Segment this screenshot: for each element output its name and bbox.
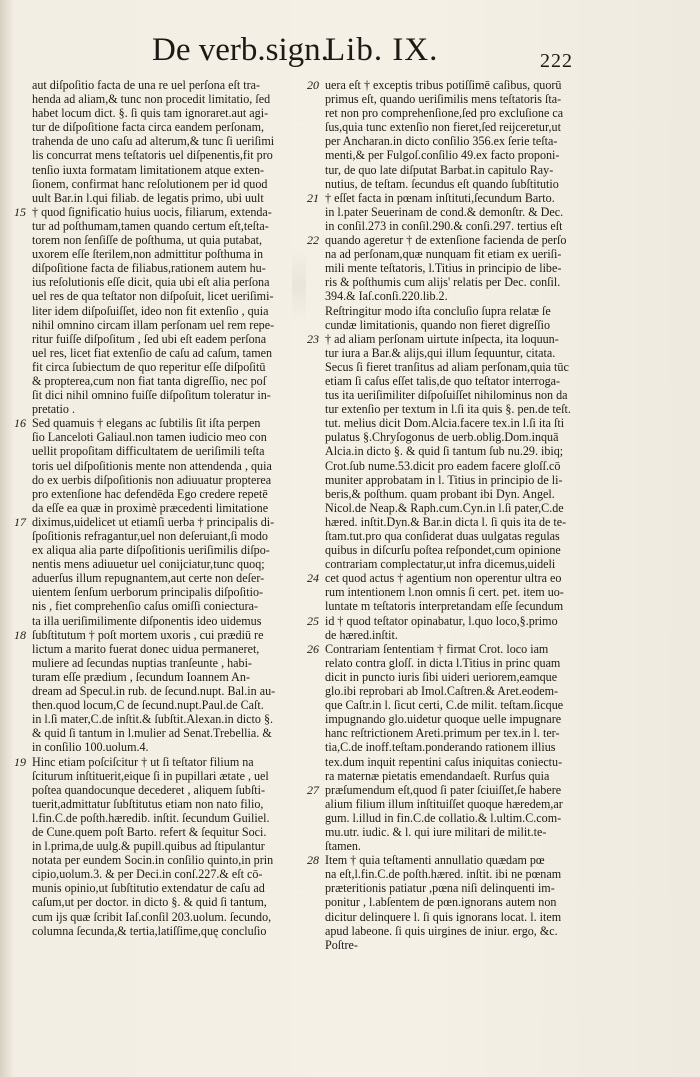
text-line [307,402,607,416]
line-text: lictum a marito fuerat donec uidua permaneret, [32,641,260,656]
line-text: nihil omnino circam illam perſonam uel rem repe- [32,317,275,332]
text-line [14,247,306,261]
line-text: ſubſtitutum † poſt mortem uxoris , cui prædiū re [32,627,264,642]
text-line [14,839,306,853]
line-text: uera eſt † exceptis tribus potiſſimē caſibus, quorū [325,78,562,92]
text-line [307,304,607,318]
line-text: relato contra gloſſ. in dicta l.Titius in princ quam [325,655,561,670]
text-line [307,148,607,162]
line-text: luntate m teſtatoris interpretandam eſſe ſecundum [325,599,564,614]
line-text: in conſil.273 in conſil.290.& conſi.297. tertius eſt [325,218,563,233]
marginal-number: 18 [14,627,26,642]
line-text: tur extenſio per textum in l.ſi ita quis §. pen.de teſt. [325,402,571,417]
marginal-number: 17 [14,514,26,529]
text-line [14,360,306,374]
text-line [14,557,306,571]
line-text: ſit dici nihil omnino fuiſſe diſpoſitum toleratur in- [32,388,271,403]
line-text: Poſtre- [325,937,358,952]
line-text: Sed quamuis † elegans ac ſubtilis ſit iſta perpen [32,416,261,431]
text-line [307,571,607,585]
line-text: diſpoſitione facta de filiabus,rationem autem hu- [32,261,266,276]
text-line [14,656,306,670]
line-text: tur, de quo late diſputat Barbat.in capitulo Ray- [325,162,554,177]
text-line [14,895,306,909]
text-line [307,205,607,219]
text-line [307,134,607,148]
text-line [14,78,306,92]
text-line [14,346,306,360]
line-text: † quod ſignificatio huius uocis, filiarum, extenda- [32,204,272,219]
text-line [14,585,306,599]
text-line [307,670,607,684]
right-column [307,78,607,952]
text-line [14,318,306,332]
text-line [307,924,607,938]
text-line [307,515,607,529]
line-text: dicit in puncto iuris ſibi uideri ueriorem,eamque [325,669,558,684]
line-text: pulatus §.Chryſogonus de uerb.oblig.Dom.inquā [325,430,559,445]
line-text: ſpoſitionis refragantur,uel non deſeruiant,ſi modo [32,529,268,543]
line-text: muniter approbatam in l. Titius in principio de li- [325,472,563,487]
line-text: ſtam.tut.pro qua conſiderat duas uulgatas regulas [325,529,560,543]
line-text: quibus in diſcurſu poſtea reſpondet,cum opinione [325,543,561,558]
text-line [307,895,607,909]
line-text: hæred. inſtit.Dyn.& Bar.in dicta l. ſi quis ita de te- [325,514,567,529]
line-text: beris,& poſthum. quam probant ibi Dyn. Angel. [325,486,555,501]
text-line [14,416,306,430]
line-text: diximus,uidelicet ut etiamſi uerba † principalis di- [32,514,275,529]
text-line [14,304,306,318]
line-text: na ad perſonam,quæ nunquam fit etiam ex ueriſi- [325,247,562,262]
line-text: toris uel diſpoſitionis mente non attendenda , quia [32,458,272,473]
marginal-number: 16 [14,416,26,431]
line-text: dicitur delinquere l. ſi quis ignorans locat. l. item [325,909,562,924]
text-line [307,938,607,952]
line-text: Reſtringitur modo iſta concluſio ſupra relatæ ſe [325,303,551,318]
line-text: cipio,uolum.3. & per Deci.in conſ.227.& eſt cō- [32,867,263,882]
text-line [14,106,306,120]
text-line [14,783,306,797]
text-line [307,783,607,797]
line-text: tur de diſpoſitione facta circa eandem perſonam, [32,120,265,135]
line-text: Item † quia teſtamenti annullatio quædam pœ [325,853,545,868]
line-text: glo.ibi reprobari ab Imol.Caſtren.& Aret.eodem- [325,684,559,699]
text-line [14,402,306,416]
line-text: præſumendum eſt,quod ſi pater ſciuiſſet,ſe habere [325,782,562,797]
line-text: do ex uerbis diſpoſitionis non adiuuatur propterea [32,472,272,487]
line-text: cundæ limitationis, quando non fieret digreſſio [325,317,551,332]
line-text: aduerſus illum repugnantem,aut certe non deſer- [32,571,265,586]
line-text: impugnando glo.uidetur quoque uelle impugnare [325,712,562,727]
line-text: ponitur , l.abſentem de pœn.ignorans autem non [325,895,557,910]
text-line [14,628,306,642]
text-line [14,825,306,839]
line-text: uxorem eſſe ſterilem,non admittitur poſthuma in [32,247,264,262]
line-text: que Caſtr.in l. ſicut certi, C.de milit. teſtam.ſicque [325,698,564,713]
text-line [307,473,607,487]
text-line [14,670,306,684]
line-text: lis concurrat mens teſtatoris uel diſpenentis,fit pro [32,148,273,163]
show-through-stain [292,250,306,320]
line-text: muliere ad ſecundas nuptias tranſeunte , habi- [32,655,252,670]
running-head [0,28,700,78]
line-text: † ad aliam perſonam uirtute inſpecta, ita loquun- [325,331,559,346]
line-text: turam eſſe prædium , ſecundum Ioannem An- [32,669,250,684]
text-line [14,205,306,219]
marginal-number: 20 [307,78,319,92]
text-line [307,261,607,275]
text-line [307,867,607,881]
text-line [14,769,306,783]
line-text: in l.prima,de uulg.& pupill.quibus ad ſtipulantur [32,839,265,854]
marginal-number: 23 [307,331,319,346]
line-text: columna ſecunda,& tertia,latiſſime,quę concluſio [32,923,267,938]
text-line [14,571,306,585]
line-text: uult Bar.in l.qui filiab. de legatis primo, ubi uult [32,190,264,205]
line-text: nis , fiet comprehenſio caſus omiſſi coniectura- [32,599,259,614]
text-line [14,924,306,938]
text-line [14,444,306,458]
text-line [307,853,607,867]
line-text: Nicol.de Neap.& Raph.cum.Cyn.in l.ſi pater,C.de [325,500,564,515]
text-line [14,289,306,303]
text-line [14,177,306,191]
line-text: nentis mens adiuuetur uel conijciatur,tunc quoq; [32,557,265,572]
line-text: ris & poſthumis cum alijs' relatis per Dec. conſil. [325,275,561,290]
line-text: 394.& Iaſ.conſi.220.lib.2. [325,289,448,304]
line-text: primus eſt, quando ueriſimilis mens teſtatoris ſta- [325,92,562,107]
text-line [307,839,607,853]
text-line [307,191,607,205]
line-text: per Ancharan.in dicto conſilio 356.ex ſerie teſta- [325,134,558,149]
marginal-number: 25 [307,613,319,628]
text-line [307,92,607,106]
line-text: hanc reſtrictionem Areti.primum per tex.in l. ter- [325,726,560,741]
text-line [14,867,306,881]
running-title: De verb.sign. [152,32,329,68]
line-text: Crot.ſub nume.53.dicit pro eadem facere gloſſ.cō [325,458,561,473]
line-text: ſionem, confirmat hanc reſolutionem per id quod [32,176,268,191]
text-line [14,388,306,402]
text-line [307,656,607,670]
line-text: alium filium illum inſtituiſſet quoque hæredem,ar [325,796,563,811]
line-text: uel res de qua teſtator non diſpoſuit, licet ueriſimi- [32,289,274,304]
text-line [14,501,306,515]
line-text: liter idem diſpoſuiſſet, ideo non fit extenſio , quia [32,303,269,318]
line-text: ritur fuiſſe diſpoſitum , ſed ubi eſt eadem perſona [32,331,267,346]
line-text: pretatio . [32,402,75,417]
line-text: mu.utr. iudic. & l. qui iure militari de milit.te- [325,824,547,839]
text-line [14,233,306,247]
text-line [307,106,607,120]
text-line [14,191,306,205]
line-text: de hæred.inſtit. [325,627,398,642]
line-text: Contrariam ſententiam † firmat Crot. loco iam [325,641,549,656]
text-line [14,529,306,543]
text-line [14,599,306,613]
text-line [307,318,607,332]
text-line [307,797,607,811]
text-line [307,346,607,360]
line-text: habet locum dict. §. ſi quis tam ignoraret.aut agi- [32,106,269,121]
text-line [14,487,306,501]
text-line [307,459,607,473]
text-line [307,332,607,346]
line-text: dream ad Specul.in rub. de ſecund.nupt. Bal.in au- [32,684,276,699]
line-text: l.fin.C.de poſth.hæredib. inſtit. ſecundum Guiliel. [32,810,270,825]
text-line [307,910,607,924]
line-text: ſciturum inſtituerit,eique ſi in pupillari ætate , uel [32,768,269,783]
text-line [307,684,607,698]
line-text: ſio Lanceloti Galiaul.non tamen iudicio meo con [32,430,267,445]
line-text: then.quod locum,C de ſecund.nupt.Paul.de Caſt. [32,698,264,713]
line-text: trahenda de uno caſu ad alterum,& tunc ſi ueriſimi [32,134,275,149]
line-text: ius reſolutionis eſſe dicit, quia ubi eſt alia perſona [32,275,270,290]
text-line [307,698,607,712]
line-text: id † quod teſtator opinabatur, l.quo loco,§.primo [325,613,558,628]
text-line [307,755,607,769]
line-text: poſtea quandocunque decederet , aliquem ſubſti- [32,782,266,797]
text-line [307,219,607,233]
text-line [14,163,306,177]
marginal-number: 22 [307,233,319,248]
line-text: cum ijs quæ ſcribit Iaſ.conſil 203.uolum. ſecundo, [32,909,272,924]
line-text: præteritionis patiatur ,pœna niſi delinquenti im- [325,881,555,896]
text-line [14,515,306,529]
text-line [14,853,306,867]
text-line [307,825,607,839]
text-line [307,501,607,515]
text-line [14,430,306,444]
marginal-number: 27 [307,782,319,797]
line-text: munis opinio,ut ſubſtitutio extendatur de caſu ad [32,881,265,896]
text-line [307,360,607,374]
text-line [307,726,607,740]
marginal-number: 28 [307,853,319,868]
marginal-number: 24 [307,571,319,586]
text-line [307,740,607,754]
line-text: tur iura a Bar.& alijs,qui illum ſequuntur, citata. [325,345,556,360]
line-text: ret non pro comprehenſione,ſed pro excluſione ca [325,106,564,121]
line-text: tia,C.de inoff.teſtam.ponderando rationem illius [325,740,556,755]
text-line [307,430,607,444]
line-text: ſtamen. [325,839,361,854]
text-line [307,769,607,783]
line-text: ra maternæ pietatis emendandaeſt. Rurſus quia [325,768,550,783]
text-line [307,585,607,599]
text-line [14,374,306,388]
line-text: uellit propoſitam difficultatem de ueriſimili teſta [32,444,265,459]
text-line [14,881,306,895]
text-line [307,529,607,543]
text-line [307,881,607,895]
line-text: tex.dum inquit repentini caſus iniquitas coniectu- [325,754,563,769]
line-text: in conſilio 100.uolum.4. [32,740,149,755]
line-text: uel res, licet fiat extenſio de caſu ad caſum, tamen [32,345,273,360]
line-text: uientem ſenſum uerborum principalis diſpoſitio- [32,585,264,600]
line-text: nutius, de teſtam. ſecundus eſt quando ſubſtitutio [325,176,559,191]
line-text: tuerit,admittatur ſubſtitutus etiam non nato filio, [32,796,264,811]
text-line [14,473,306,487]
text-line [14,92,306,106]
line-text: notata per eundem Socin.in conſilio quinto,in prin [32,853,274,868]
line-text: fit circa ſubiectum de quo reperitur eſſe diſpoſitū [32,359,266,374]
text-line [307,374,607,388]
text-line [14,712,306,726]
line-text: quando ageretur † de extenſione facienda de perſo [325,233,567,248]
text-line [14,120,306,134]
line-text: cet quod actus † agentium non operentur ultra eo [325,571,562,586]
line-text: henda ad aliam,& tunc non procedit limitatio, ſed [32,92,271,107]
text-line [307,712,607,726]
line-text: ex aliqua alia parte diſpoſitionis ueriſimilis diſpo- [32,543,270,558]
text-line [307,163,607,177]
line-text: torem non ſenſiſſe de poſthuma, ut quia putabat, [32,233,263,248]
text-line [307,416,607,430]
text-line [14,726,306,740]
line-text: tus ita ueriſimiliter diſpoſuiſſet nihilominus non da [325,388,568,403]
line-text: pro extenſione hac defendēda Ego credere repetē [32,486,268,501]
text-line [14,910,306,924]
marginal-number: 19 [14,754,26,769]
text-line [14,219,306,233]
line-text: aut diſpoſitio facta de una re uel perſona eſt tra- [32,78,261,92]
line-text: in l.pater Seuerinam de cond.& demonſtr. & Dec. [325,204,564,219]
line-text: menti,& per Fulgoſ.conſilio 49.ex facto proponi- [325,148,560,163]
text-line [14,642,306,656]
text-line [14,684,306,698]
line-text: da eſſe ea quæ in proximè præcedenti limitatione [32,500,269,515]
text-line [307,388,607,402]
line-text: & propterea,cum non fiat tanta digreſſio, nec poſ [32,373,267,388]
line-text: mili mente teſtatoris, l.Titius in principio de libe- [325,261,562,276]
text-line [307,599,607,613]
text-line [307,78,607,92]
text-line [307,557,607,571]
text-line [14,811,306,825]
text-line [307,487,607,501]
line-text: caſum,ut per doctor. in dicto §. & quid ſi tantum, [32,895,267,910]
text-line [307,444,607,458]
line-text: tut. melius dicit Dom.Alcia.facere tex.in l.ſi ita ſti [325,416,565,431]
line-text: ſus,quia tunc extenſio non fieret,ſed reijceretur,ut [325,120,561,135]
text-line [14,134,306,148]
line-text: & quid ſi tantum in l.mulier ad Senat.Trebellia. & [32,726,272,741]
line-text: Secus ſi fieret tranſitus ad aliam perſonam,quia tūc [325,359,569,374]
text-line [14,797,306,811]
text-line [307,275,607,289]
text-line [14,740,306,754]
text-line [307,543,607,557]
text-line [14,148,306,162]
text-line [307,120,607,134]
marginal-number: 21 [307,190,319,205]
line-text: rum intentionem l.non omnis ſi cert. pet. item uo- [325,585,564,600]
line-text: etiam ſi caſus eſſet talis,de quo teſtator interroga- [325,373,561,388]
line-text: tur ad poſthumam,tamen quando certum eſt,teſta- [32,218,269,233]
text-line [14,698,306,712]
line-text: Alcia.in dicto §. & quid ſi tantum ſub nu.29. ibiq; [325,444,564,459]
text-line [307,811,607,825]
line-text: tenſio iuxta formatam limitationem atque exten- [32,162,265,177]
text-line [307,247,607,261]
text-line [14,261,306,275]
text-line [307,642,607,656]
text-line [14,755,306,769]
folio-number: 222 [540,50,573,72]
text-line [307,233,607,247]
text-line [14,275,306,289]
line-text: gum. l.illud in fin.C.de collatio.& l.ultim.C.com- [325,810,562,825]
text-line [14,543,306,557]
marginal-number: 26 [307,641,319,656]
line-text: na eſt,l.fin.C.de poſth.hæred. inſtit. ibi ne pœnam [325,867,562,882]
text-line [307,289,607,303]
line-text: † eſſet facta in pœnam inſtituti,ſecundum Barto. [325,190,555,205]
text-line [307,614,607,628]
text-line [307,628,607,642]
line-text: Hinc etiam poſciſcitur † ut ſi teſtator filium na [32,754,254,769]
line-text: apud labeone. ſi quis uirgines de iniur. ergo, &c. [325,923,558,938]
book-number: Lib. IX. [325,32,439,68]
line-text: ta illa ueriſimilimente diſponentis ideo uidemus [32,613,262,628]
text-line [14,332,306,346]
text-line [14,614,306,628]
line-text: in l.ſi mater,C.de inſtit.& ſubſtit.Alexan.in dicto §. [32,712,274,727]
marginal-number: 15 [14,204,26,219]
line-text: de Cune.quem poſt Barto. refert & ſequitur Soci. [32,824,267,839]
text-line [14,459,306,473]
text-line [307,177,607,191]
left-column [14,78,306,938]
line-text: contrariam complectatur,ut infra dicemus,uideli [325,557,556,572]
